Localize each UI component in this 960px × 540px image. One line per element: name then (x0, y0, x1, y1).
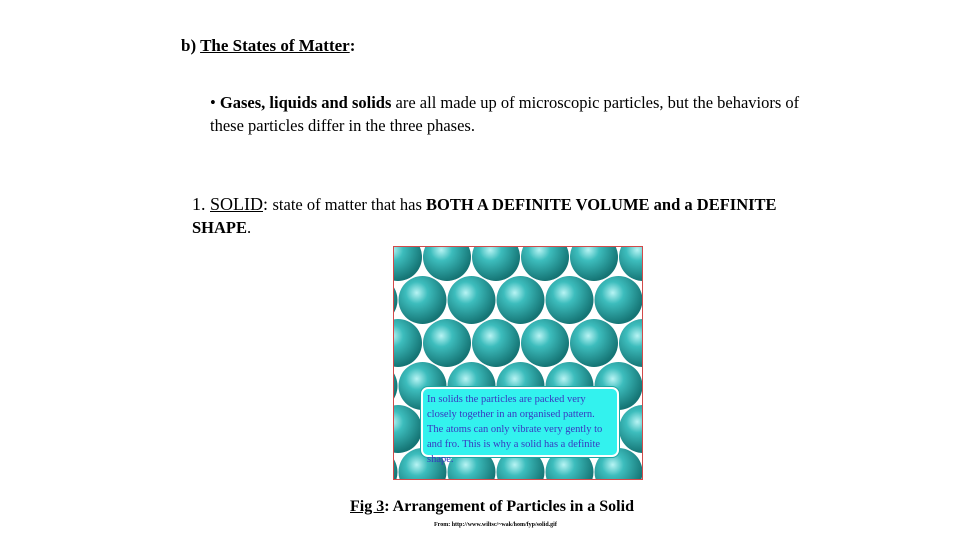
figure-caption (350, 498, 634, 516)
particle (619, 405, 642, 453)
bullet-marker: • (210, 93, 216, 112)
definition-term: SOLID (210, 194, 263, 214)
particle (595, 276, 643, 324)
particle (399, 276, 447, 324)
definition-end: . (247, 218, 252, 237)
bullet-point (210, 91, 810, 137)
callout-text: In solids the particles are packed very closely together in an organised pattern. The atoms can only vibrate very gently to and fro. This is why a solid has a definite shape. (427, 394, 603, 465)
solid-definition (192, 193, 812, 239)
definition-colon: : (263, 194, 273, 214)
section-heading (181, 36, 355, 56)
caption-text: : Arrangement of Particles in a Solid (384, 498, 634, 515)
callout-box (421, 387, 619, 465)
particle (423, 319, 471, 367)
heading-title: The States of Matter (200, 36, 350, 55)
figure-source: From: http://www.wiltsc/~wak/hom/fyp/solid.gif (434, 522, 557, 528)
particle (472, 247, 520, 281)
particle (546, 276, 594, 324)
particle (521, 319, 569, 367)
particle (472, 319, 520, 367)
particle (497, 276, 545, 324)
definition-bold: BOTH A DEFINITE VOLUME and a DEFINITE SHAPE (192, 195, 777, 237)
particle (570, 319, 618, 367)
particle (394, 405, 422, 453)
definition-number: 1. (192, 194, 210, 214)
particle (521, 247, 569, 281)
caption-label: Fig 3 (350, 498, 385, 515)
definition-plain: state of matter that has (272, 195, 427, 214)
particle (448, 276, 496, 324)
particle (570, 247, 618, 281)
particle (619, 247, 642, 281)
particle (394, 319, 422, 367)
particle (423, 247, 471, 281)
heading-suffix: : (349, 36, 356, 55)
particle (394, 362, 398, 410)
bullet-emphasis: Gases, liquids and solids (219, 93, 392, 112)
particle (394, 247, 422, 281)
particle (619, 319, 642, 367)
bullet-text: are all made up of microscopic particles, but the behaviors of these particles differ in the three phases. (210, 93, 800, 135)
particle (394, 276, 398, 324)
heading-prefix: b) (181, 36, 201, 55)
